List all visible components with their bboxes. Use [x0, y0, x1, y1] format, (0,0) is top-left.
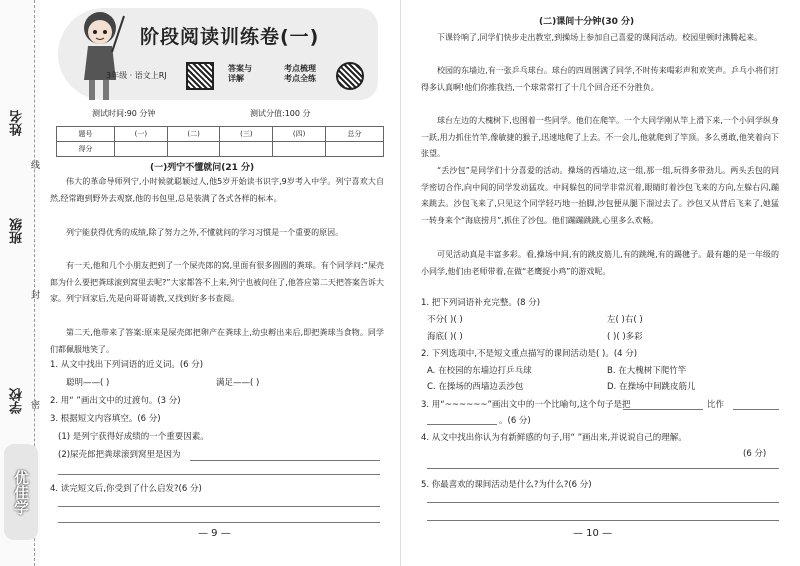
- answer-line[interactable]: [733, 409, 779, 410]
- q1-item[interactable]: 聪明——( ): [66, 378, 110, 388]
- q2-option-b[interactable]: B. 在大槐树下爬竹竿: [607, 366, 687, 376]
- score-cell[interactable]: [220, 142, 273, 157]
- q1-item[interactable]: 左( )右( ): [607, 315, 643, 325]
- score-row-label: 得分: [57, 142, 115, 157]
- score-header: (一): [114, 127, 167, 142]
- score-header: 题号: [57, 127, 115, 142]
- question-2: 2. 用“ ”画出文中的过渡句。(3 分): [50, 396, 181, 406]
- passage-paragraph: 球台左边的大槐树下,也围着一些同学。他们在爬竿。一个大同学刚从竿上滑下来,一个小同学纵身一跃,用力抓住竹竿,像敏捷的猴子,迅速地爬了上去。不一会儿,他就爬到了竿顶。多么勇敢,他笑着向下张望。: [421, 116, 779, 158]
- answer-line[interactable]: [623, 409, 703, 410]
- q2-option-a[interactable]: A. 在校园的东墙边打乒乓球: [427, 366, 532, 376]
- answer-line[interactable]: [190, 460, 380, 461]
- page-number: — 9 —: [198, 528, 231, 539]
- q2-option-d[interactable]: D. 在操场中间跳皮筋儿: [607, 382, 696, 392]
- passage-paragraph: 伟大的革命导师列宁,小时候就聪颖过人,他5岁开始读书识字,9岁考入中学。列宁喜欢大自然,经常跑到野外去观察,他的书包里,总是装满了各式各样的标本。: [50, 177, 384, 203]
- answer-tag: 答案与 详解: [228, 64, 252, 83]
- q3-item-2: (2)屎壳郎把粪球滚到窝里是因为: [58, 450, 181, 460]
- q3-item-1[interactable]: (1) 是列宁获得好成绩的一个重要因素。: [58, 432, 209, 442]
- q3-score: 。(6 分): [499, 416, 531, 426]
- question-4: 4. 从文中找出你认为有新鲜感的句子,用“ ”画出来,并说说自己的理解。: [421, 433, 687, 443]
- seal-char-feng: 封: [29, 290, 39, 299]
- grade-label: 3年级 · 语文上RJ: [106, 71, 167, 80]
- score-cell[interactable]: [273, 142, 326, 157]
- school-label: 学校: [10, 388, 25, 414]
- q2-option-c[interactable]: C. 在操场的西墙边丢沙包: [427, 382, 524, 392]
- answer-line[interactable]: [58, 522, 380, 523]
- question-2: 2. 下列选项中,不是短文重点描写的课间活动是( )。(4 分): [421, 349, 638, 359]
- question-1: 1. 从文中找出下列词语的近义词。(6 分): [50, 360, 204, 370]
- passage-paragraph: 校园的东墙边,有一张乒乓球台。球台的四周围满了同学,不时传来喝彩声和欢笑声。乒乓小将们打得多认真啊!他们你推我挡,一个球常常打了十几个回合还不分胜负。: [421, 66, 779, 92]
- brand-logo: 优佳学: [4, 444, 38, 540]
- score-cell[interactable]: [325, 142, 383, 157]
- passage-paragraph: 有一天,他和几个小朋友把到了一个屎壳郎的窝,里面有很多圆圆的粪球。有个同学问:“屎壳郎为什么要把粪球滚到窝里去呢?”大家都答不上来,列宁也被问住了,他答应第二天把答案告诉大家。列宁回家后,先是向哥哥请教,又找到好多书查阅。: [50, 261, 384, 303]
- question-5: 5. 你最喜欢的课间活动是什么?为什么?(6 分): [421, 480, 592, 490]
- question-3: 3. 用“~~~~~~”画出文中的一个比喻句,这个句子是把: [421, 400, 631, 410]
- question-1: 1. 把下列词语补充完整。(8 分): [421, 298, 541, 308]
- passage-paragraph: 下课铃响了,同学们快步走出教室,到操场上参加自己喜爱的课间活动。校园里顿时沸腾起来。: [437, 33, 763, 42]
- passage-paragraph: 可见活动真是丰富多彩。看,操场中间,有的跳皮筋儿,有的跳绳,有的踢毽子。最有趣的是一年级的小同学,他们由老师带着,在做“老鹰捉小鸡”的游戏呢。: [421, 250, 779, 276]
- answer-line[interactable]: [427, 424, 497, 425]
- question-3: 3. 根据短文内容填空。(6 分): [50, 414, 161, 424]
- question-4: 4. 读完短文后,你受到了什么启发?(6 分): [50, 484, 202, 494]
- page-number: — 10 —: [573, 528, 613, 539]
- score-cell[interactable]: [114, 142, 167, 157]
- passage-paragraph: 列宁能获得优秀的成绩,除了努力之外,不懂就问的学习习惯是一个重要的原因。: [66, 228, 344, 237]
- q1-item[interactable]: 不分( )( ): [427, 315, 463, 325]
- q1-item[interactable]: 满足——( ): [216, 378, 260, 388]
- q4-score: (6 分): [743, 449, 767, 459]
- q3-tail: 比作: [707, 400, 725, 410]
- score-header: (四): [273, 127, 326, 142]
- answer-line[interactable]: [427, 468, 779, 469]
- answer-line[interactable]: [58, 506, 380, 507]
- right-page: [400, 0, 800, 566]
- review-tag: 考点梳理 考点全练: [284, 64, 316, 83]
- review-qr-icon[interactable]: [336, 62, 364, 90]
- mascot-girl-icon: [72, 4, 126, 108]
- score-header: (二): [167, 127, 220, 142]
- score-header: 总分: [325, 127, 383, 142]
- answer-qr-icon[interactable]: [186, 62, 214, 90]
- answer-line[interactable]: [427, 520, 779, 521]
- score-table: [56, 126, 384, 157]
- seal-char-xian: 线: [29, 160, 39, 169]
- q1-item[interactable]: 海底( )( ): [427, 332, 463, 342]
- paper-title: 阶段阅读训练卷(一): [140, 26, 320, 48]
- seal-char-mi: 密: [29, 400, 39, 409]
- name-label: 姓名: [10, 110, 25, 136]
- answer-line[interactable]: [58, 474, 380, 475]
- q1-item[interactable]: ( )( )多彩: [607, 332, 643, 342]
- test-score: 测试分值:100 分: [250, 109, 311, 118]
- class-label: 班级: [10, 218, 25, 244]
- passage-paragraph: 第二天,他带来了答案:原来是屎壳郎把卵产在粪球上,幼虫孵出来后,即把粪球当食物。同学们都佩服地笑了。: [50, 328, 384, 354]
- score-cell[interactable]: [167, 142, 220, 157]
- section-one-title: (一)列宁不懂就问(21 分): [150, 163, 255, 173]
- score-header: (三): [220, 127, 273, 142]
- section-two-title: (二)课间十分钟(30 分): [539, 17, 635, 27]
- test-time: 测试时间:90 分钟: [92, 109, 156, 118]
- answer-line[interactable]: [427, 502, 779, 503]
- passage-paragraph: “丢沙包”是同学们十分喜爱的活动。操场的西墙边,这一组,那一组,玩得多带劲儿。两头丢包的同学密切合作,向中间的同学发动猛攻。中间躲包的同学非常沉着,眼睛盯着沙包飞来的方向,左躲右闪,蹦来跳去。沙包飞来了,只见这个同学轻巧地一抬脚,沙包便从腿下溜过去了。沙包又从背后飞来了,她猛一转身来个“海底捞月”,抓住了沙包。他们蹦蹦跳跳,心里多么欢畅。: [421, 166, 779, 225]
- binding-margin: [0, 0, 40, 566]
